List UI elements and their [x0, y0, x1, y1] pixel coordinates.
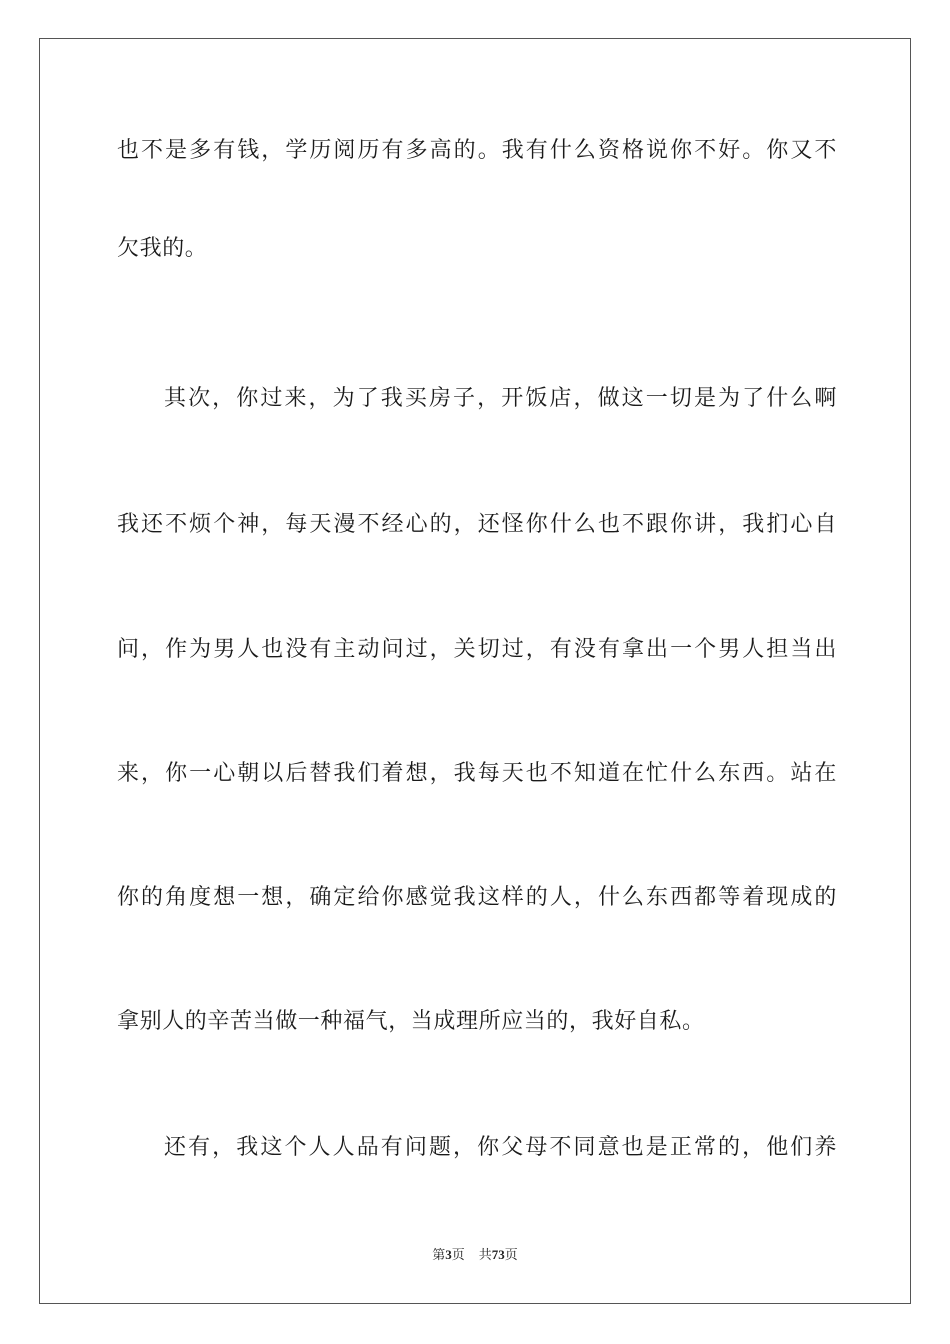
text-line-1: 也不是多有钱，学历阅历有多高的。我有什么资格说你不好。你又不 [117, 138, 837, 163]
text-line-9: 还有，我这个人人品有问题，你父母不同意也是正常的，他们养 [164, 1135, 837, 1160]
page-footer [0, 1246, 950, 1265]
page-prefix: 第 [432, 1248, 446, 1263]
page-border [39, 38, 911, 1304]
text-line-7: 你的角度想一想，确定给你感觉我这样的人，什么东西都等着现成的 [117, 885, 837, 910]
page-suffix: 页 [451, 1248, 465, 1263]
page-number: 3 [445, 1247, 452, 1262]
text-line-3: 其次，你过来，为了我买房子，开饭店，做这一切是为了什么啊 [164, 386, 837, 411]
total-suffix: 页 [504, 1248, 518, 1263]
total-pages: 73 [491, 1247, 505, 1262]
text-line-8: 拿别人的辛苦当做一种福气，当成理所应当的，我好自私。 [117, 1009, 705, 1034]
text-line-2: 欠我的。 [117, 236, 208, 261]
total-prefix: 共 [478, 1248, 492, 1263]
text-line-4: 我还不烦个神，每天漫不经心的，还怪你什么也不跟你讲，我扪心自 [117, 512, 837, 537]
text-line-6: 来，你一心朝以后替我们着想，我每天也不知道在忙什么东西。站在 [117, 761, 837, 786]
text-line-5: 问，作为男人也没有主动问过，关切过，有没有拿出一个男人担当出 [117, 637, 837, 662]
